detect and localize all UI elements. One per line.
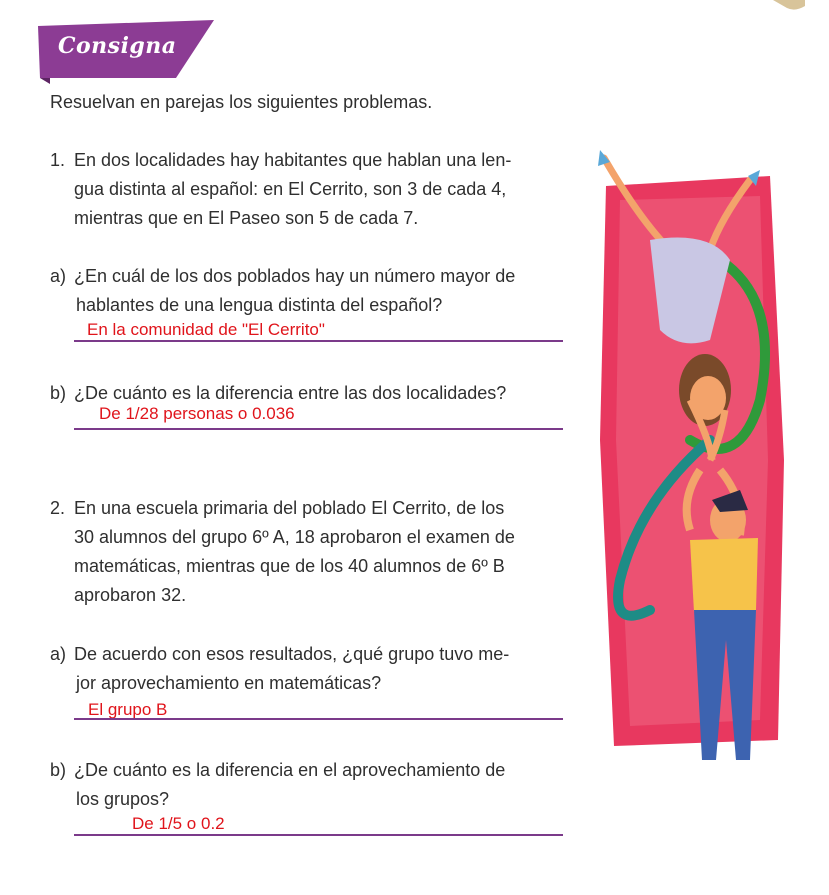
question-2a-line-2: jor aprovechamiento en matemáticas? — [76, 673, 382, 693]
question-2b-label: b) — [50, 760, 67, 780]
answer-1b-line — [74, 428, 563, 430]
banner-title: Consigna — [58, 33, 177, 59]
question-2b-line-2: los grupos? — [76, 789, 170, 809]
problem-1-line-1: En dos localidades hay habitantes que hablan una len- — [74, 150, 512, 170]
answer-1a: En la comunidad de "El Cerrito" — [87, 320, 325, 339]
question-2a-line-1: De acuerdo con esos resultados, ¿qué grupo tuvo me- — [74, 644, 510, 664]
question-1a-label: a) — [50, 266, 67, 286]
answer-2a: El grupo B — [88, 700, 168, 719]
answer-2b: De 1/5 o 0.2 — [132, 814, 225, 833]
problem-1-number: 1. — [50, 150, 66, 170]
problem-1-line-3: mientras que en El Paseo son 5 de cada 7. — [74, 208, 419, 228]
question-1a-line-2: hablantes de una lengua distinta del español? — [76, 295, 443, 315]
answer-1a-line — [74, 340, 563, 342]
problem-2-line-3: matemáticas, mientras que de los 40 alumnos de 6º B — [74, 556, 505, 576]
problem-2-line-4: aprobaron 32. — [74, 585, 187, 605]
question-1b-label: b) — [50, 383, 67, 403]
question-2b-line-1: ¿De cuánto es la diferencia en el aprovechamiento de — [74, 760, 506, 780]
acrobats-illustration — [570, 140, 792, 780]
answer-2a-line — [74, 718, 563, 720]
question-2a-label: a) — [50, 644, 67, 664]
answer-2b-line — [74, 834, 563, 836]
answer-1b: De 1/28 personas o 0.036 — [99, 404, 295, 423]
problem-2-number: 2. — [50, 498, 66, 518]
problem-2-line-2: 30 alumnos del grupo 6º A, 18 aprobaron el examen de — [74, 527, 515, 547]
intro-text: Resuelvan en parejas los siguientes problemas. — [50, 92, 433, 112]
page-corner-decoration — [773, 0, 805, 12]
problem-2-line-1: En una escuela primaria del poblado El Cerrito, de los — [74, 498, 505, 518]
question-1b-line-1: ¿De cuánto es la diferencia entre las dos localidades? — [74, 383, 507, 403]
question-1a-line-1: ¿En cuál de los dos poblados hay un número mayor de — [74, 266, 516, 286]
problem-1-line-2: gua distinta al español: en El Cerrito, son 3 de cada 4, — [74, 179, 507, 199]
